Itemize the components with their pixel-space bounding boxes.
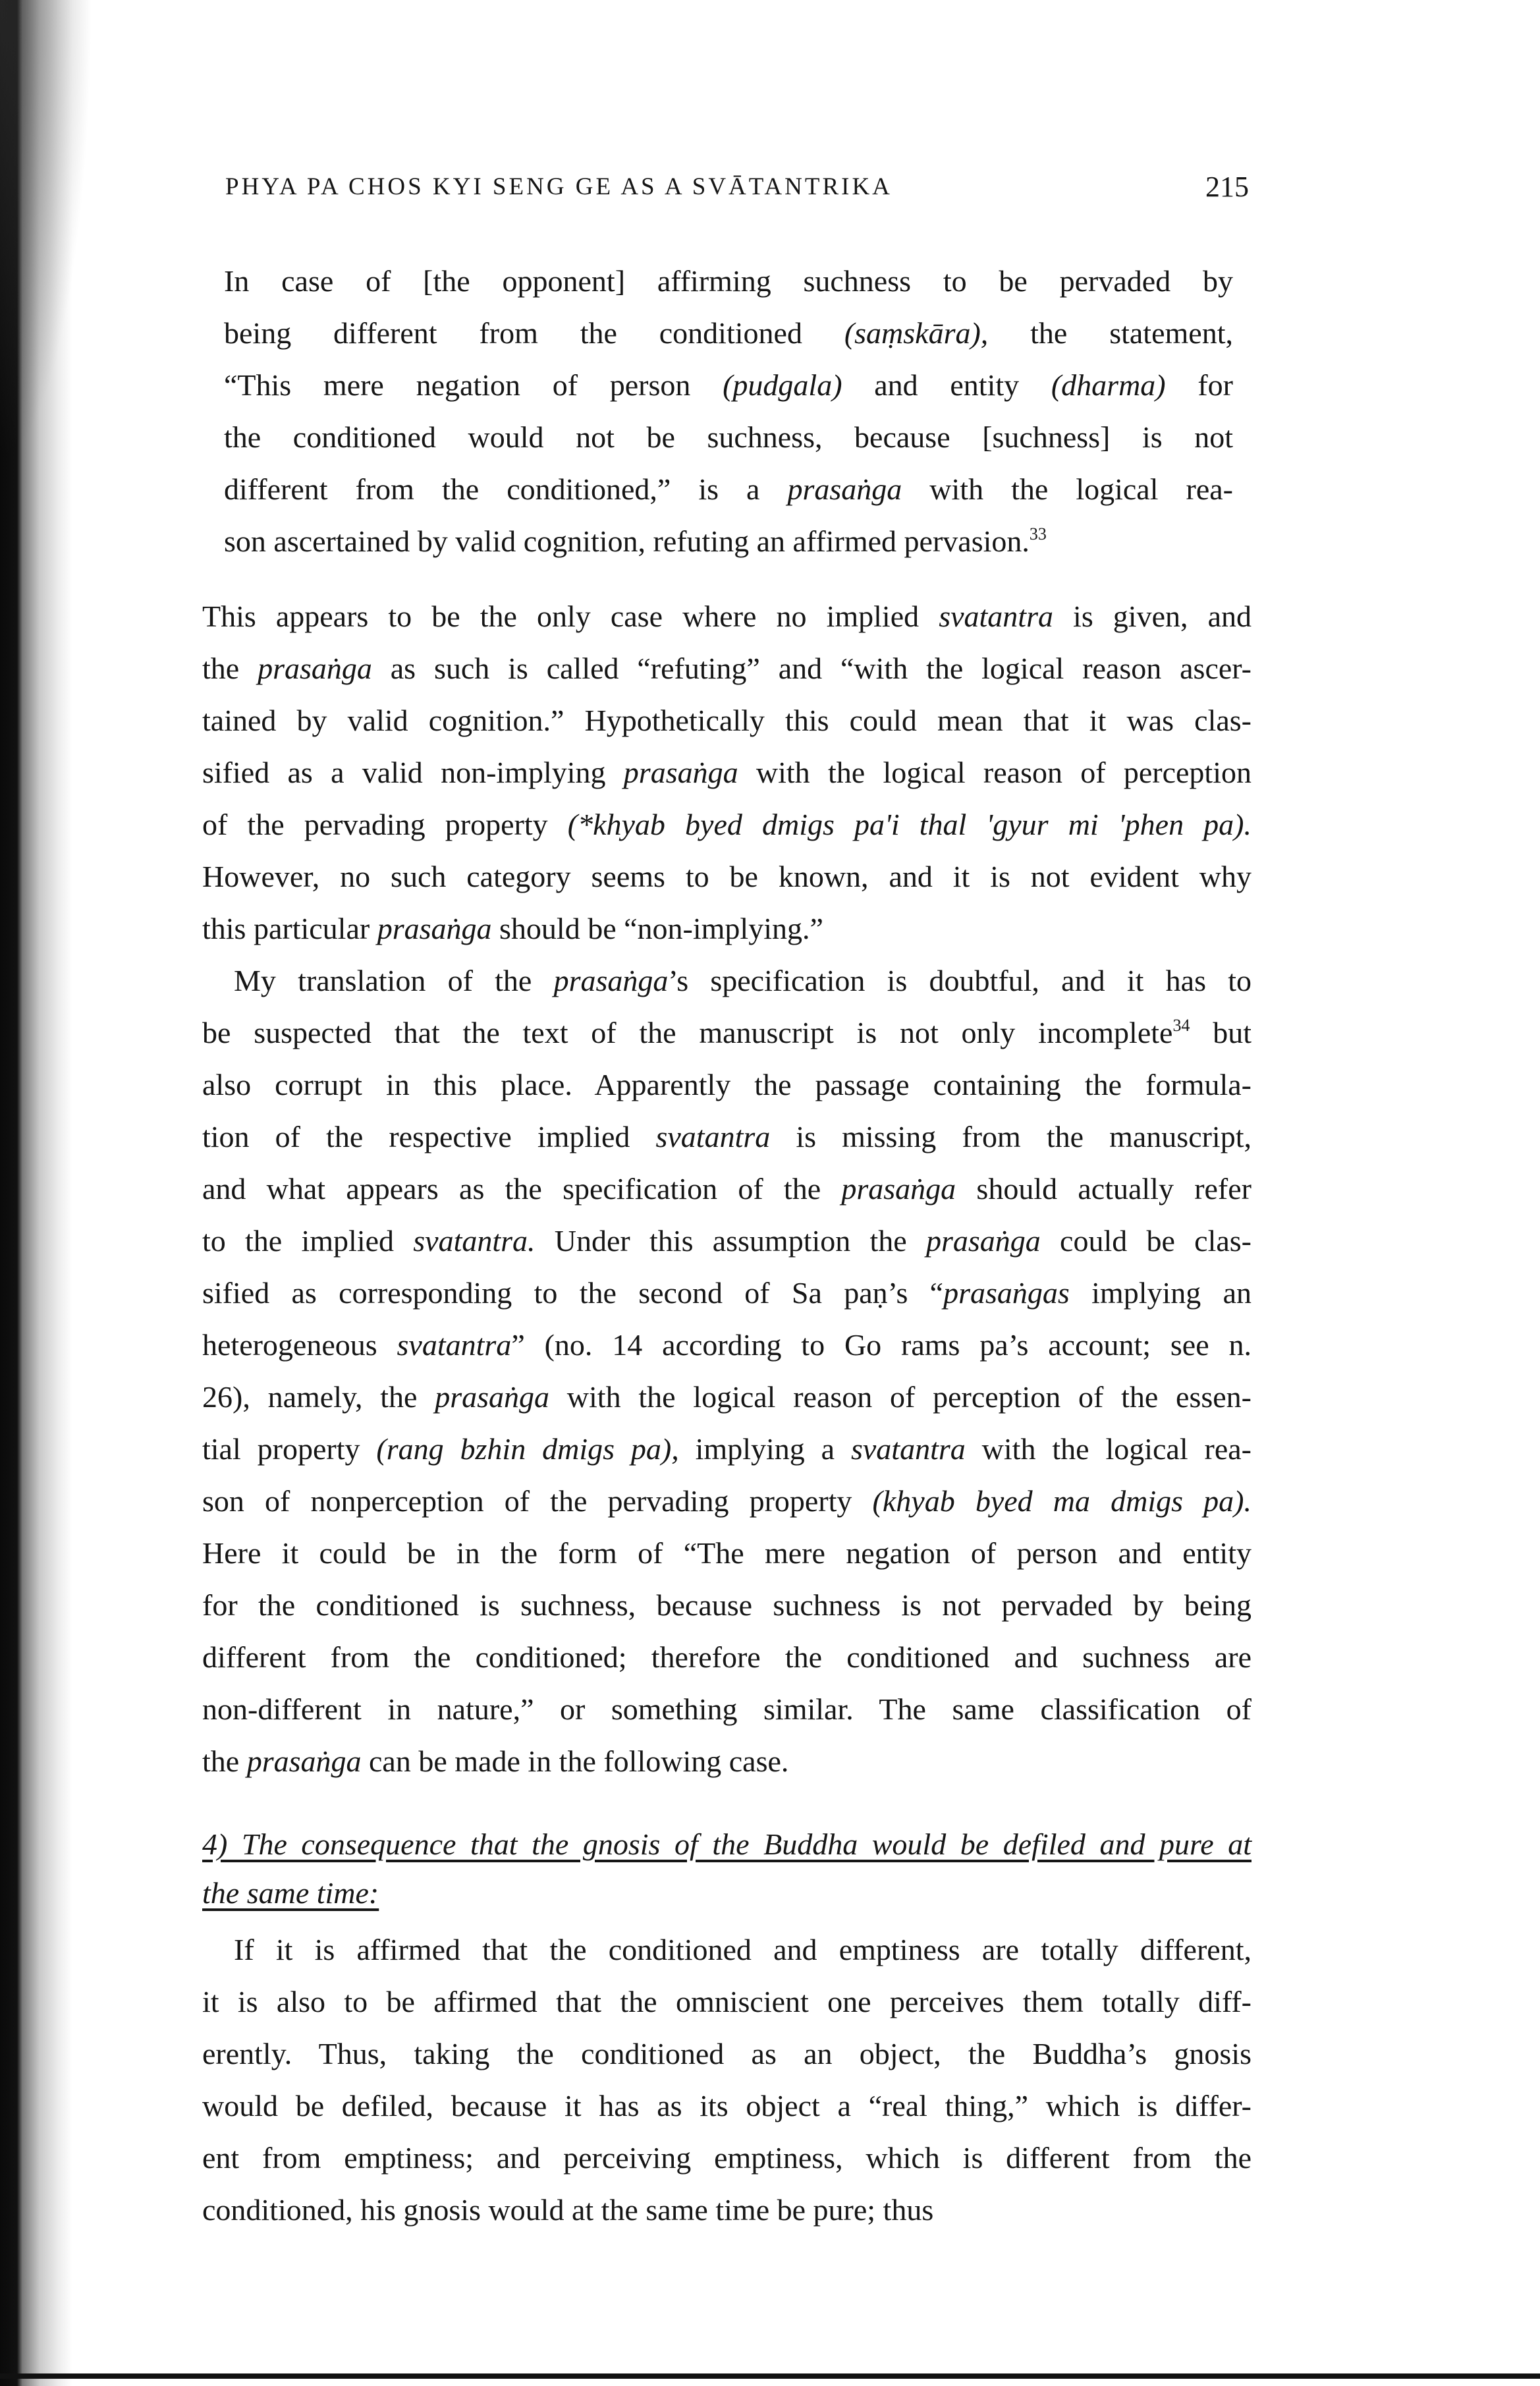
text-run: would be defiled, because it has as its object a “real thing,” which is differ- xyxy=(202,2089,1251,2122)
text-run: different from the conditioned; therefore the conditioned and suchness are xyxy=(202,1640,1251,1674)
text-line xyxy=(202,1683,1251,1735)
italic-term: (dharma) xyxy=(1051,368,1166,402)
section-heading xyxy=(202,1820,1251,1918)
text-run: with the logical rea- xyxy=(902,472,1233,506)
text-run: In case of [the opponent] affirming suchness to be pervaded by xyxy=(224,264,1233,298)
text-run: ’s specification is doubtful, and it has to xyxy=(668,964,1252,997)
scan-corner-shadow xyxy=(0,0,92,461)
text-line xyxy=(202,850,1251,902)
italic-term: svatantra xyxy=(850,1432,966,1466)
text-line xyxy=(202,1059,1251,1111)
text-run: My translation of the xyxy=(234,964,554,997)
text-line xyxy=(202,642,1251,694)
text-line xyxy=(202,1924,1251,1976)
text-line xyxy=(224,255,1233,307)
text-run: non-different in nature,” or something similar. The same classification of xyxy=(202,1692,1251,1726)
text-run: 4) The consequence that the gnosis of the Buddha would be defiled and pure at xyxy=(202,1827,1251,1861)
text-run: for the conditioned is suchness, because suchness is not pervaded by being xyxy=(202,1588,1251,1622)
italic-term: prasaṅgas xyxy=(943,1276,1070,1310)
text-run: sified as a valid non-implying xyxy=(202,756,624,789)
text-line xyxy=(224,463,1233,515)
text-line xyxy=(202,590,1251,642)
text-run: erently. Thus, taking the conditioned as an object, the Buddha’s gnosis xyxy=(202,2037,1251,2070)
text-run: is missing from the manuscript, xyxy=(770,1120,1251,1153)
italic-term: svatantra xyxy=(655,1120,771,1153)
text-run: ” (no. 14 according to Go rams pa’s account; see n. xyxy=(511,1328,1251,1362)
italic-term: (*khyab byed dmigs pa'i thal 'gyur mi 'phen pa). xyxy=(567,808,1251,841)
text-run: 26), namely, the xyxy=(202,1380,435,1414)
block-quote xyxy=(224,255,1233,567)
body-paragraphs xyxy=(202,590,1251,1787)
text-line xyxy=(202,694,1251,746)
text-line xyxy=(202,2080,1251,2132)
text-run: Under this assumption the xyxy=(535,1224,926,1258)
text-run: for xyxy=(1165,368,1233,402)
text-line xyxy=(202,2132,1251,2184)
text-run: it is also to be affirmed that the omniscient one perceives them totally diff- xyxy=(202,1985,1251,2018)
text-line xyxy=(202,1319,1251,1371)
text-line xyxy=(202,1007,1251,1059)
italic-term: prasaṅga xyxy=(623,756,738,789)
text-run: the xyxy=(202,652,258,685)
footnote-marker: 33 xyxy=(1029,524,1047,543)
text-run: son ascertained by valid cognition, refuting an affirmed pervasion. xyxy=(224,524,1030,558)
text-line xyxy=(202,1735,1251,1787)
text-run: the statement, xyxy=(988,316,1233,350)
text-run: implying an xyxy=(1069,1276,1251,1310)
italic-term: prasaṅga xyxy=(258,652,372,685)
text-run: However, no such category seems to be known, and it is not evident why xyxy=(202,860,1251,893)
text-run: with the logical reason of perception of the essen- xyxy=(549,1380,1251,1414)
italic-term: prasaṅga xyxy=(435,1380,550,1414)
text-run: but xyxy=(1190,1016,1251,1049)
text-line xyxy=(202,1869,1251,1918)
text-run: and entity xyxy=(842,368,1051,402)
text-run: with the logical rea- xyxy=(965,1432,1251,1466)
text-line xyxy=(202,1267,1251,1319)
running-head: PHYA PA CHOS KYI SENG GE AS A SVĀTANTRIKA xyxy=(225,173,893,200)
text-line xyxy=(202,1579,1251,1631)
text-run: is given, and xyxy=(1053,599,1251,633)
italic-term: (saṃskāra), xyxy=(844,316,989,350)
italic-term: prasaṅga xyxy=(925,1224,1041,1258)
text-line xyxy=(224,359,1233,411)
text-run: can be made in the following case. xyxy=(361,1744,789,1778)
text-line xyxy=(202,1527,1251,1579)
text-run: “This mere negation of person xyxy=(224,368,723,402)
italic-term: (pudgala) xyxy=(723,368,842,402)
text-line xyxy=(202,746,1251,798)
italic-term: prasaṅga xyxy=(246,1744,362,1778)
italic-term: svatantra xyxy=(397,1328,512,1362)
text-run: be suspected that the text of the manuscript is not only incomplete xyxy=(202,1016,1173,1049)
text-run: the same time: xyxy=(202,1876,379,1910)
text-run: this particular xyxy=(202,912,377,945)
text-line xyxy=(202,955,1251,1007)
text-run: conditioned, his gnosis would at the same time be pure; thus xyxy=(202,2193,934,2227)
text-line xyxy=(224,307,1233,359)
text-line xyxy=(202,1111,1251,1163)
text-line xyxy=(202,1820,1251,1869)
scan-bottom-edge xyxy=(0,2373,1540,2379)
text-line xyxy=(202,1423,1251,1475)
footnote-marker: 34 xyxy=(1172,1016,1190,1035)
text-run: heterogeneous xyxy=(202,1328,397,1362)
text-line xyxy=(202,1163,1251,1215)
text-line xyxy=(202,2028,1251,2080)
italic-term: prasaṅga xyxy=(377,912,492,945)
text-run: If it is affirmed that the conditioned and emptiness are totally different, xyxy=(234,1933,1251,1966)
text-run: ent from emptiness; and perceiving emptiness, which is different from the xyxy=(202,2141,1251,2175)
text-run: could be clas- xyxy=(1040,1224,1251,1258)
text-line xyxy=(202,1475,1251,1527)
text-run: to the implied xyxy=(202,1224,414,1258)
text-run: should actually refer xyxy=(956,1172,1251,1206)
text-run: also corrupt in this place. Apparently the passage containing the formula- xyxy=(202,1068,1251,1101)
italic-term: svatantra. xyxy=(413,1224,536,1258)
italic-term: prasaṅga xyxy=(787,472,902,506)
italic-term: (khyab byed ma dmigs pa). xyxy=(872,1484,1251,1518)
text-run: and what appears as the specification of the xyxy=(202,1172,842,1206)
italic-term: svatantra xyxy=(939,599,1053,633)
text-run: the xyxy=(202,1744,247,1778)
text-run: implying a xyxy=(678,1432,851,1466)
text-run: tial property xyxy=(202,1432,377,1466)
text-line xyxy=(202,902,1251,955)
text-run: being different from the conditioned xyxy=(224,316,844,350)
text-run: different from the conditioned,” is a xyxy=(224,472,788,506)
text-run: of the pervading property xyxy=(202,808,568,841)
text-run: with the logical reason of perception xyxy=(738,756,1251,789)
text-line xyxy=(202,1371,1251,1423)
text-line xyxy=(202,1976,1251,2028)
italic-term: prasaṅga xyxy=(841,1172,956,1206)
text-line xyxy=(202,1631,1251,1683)
text-run: should be “non-implying.” xyxy=(491,912,823,945)
italic-term: (rang bzhin dmigs pa), xyxy=(376,1432,679,1466)
text-line xyxy=(202,798,1251,850)
text-run: sified as corresponding to the second of Sa paṇ’s “ xyxy=(202,1276,944,1310)
text-run: tained by valid cognition.” Hypothetically this could mean that it was clas- xyxy=(202,704,1251,737)
italic-term: prasaṅga xyxy=(553,964,669,997)
text-run: Here it could be in the form of “The mere negation of person and entity xyxy=(202,1536,1251,1570)
text-line xyxy=(202,1215,1251,1267)
text-run: tion of the respective implied xyxy=(202,1120,656,1153)
page-number: 215 xyxy=(1205,171,1249,203)
text-run: as such is called “refuting” and “with the logical reason ascer- xyxy=(371,652,1251,685)
text-run: This appears to be the only case where no implied xyxy=(202,599,939,633)
text-line xyxy=(202,2184,1251,2236)
text-run: the conditioned would not be suchness, because [suchness] is not xyxy=(224,420,1233,454)
text-line xyxy=(224,515,1233,567)
body-paragraph-final xyxy=(202,1924,1251,2236)
text-line xyxy=(224,411,1233,463)
text-run: son of nonperception of the pervading property xyxy=(202,1484,873,1518)
